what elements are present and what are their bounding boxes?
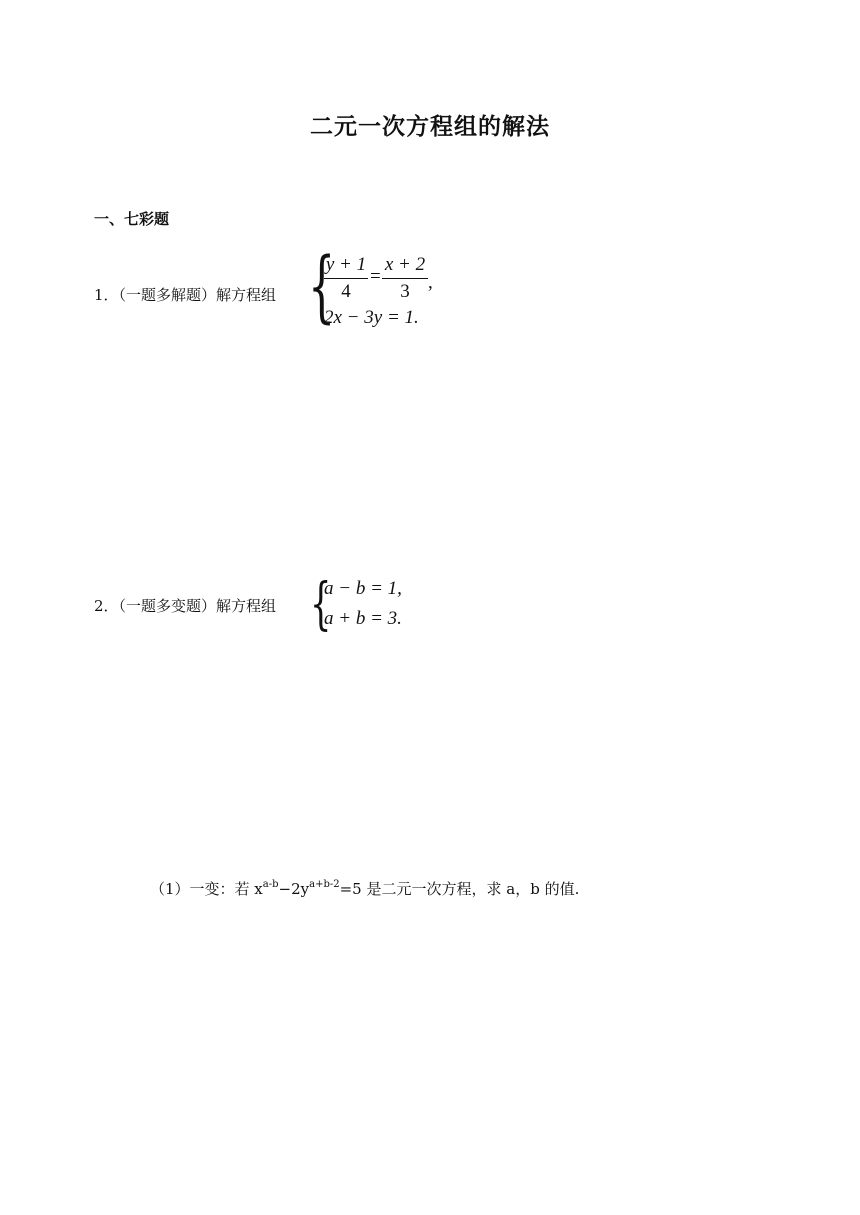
question-1-label: 1．（一题多解题）解方程组: [94, 286, 277, 304]
fraction-right-numerator: x + 2: [384, 254, 426, 275]
left-brace-icon: {: [308, 242, 336, 332]
exponent-1: a-b: [262, 879, 279, 890]
question-2-label: 2．（一题多变题）解方程组: [94, 597, 277, 615]
subquestion-suffix: =5 是二元一次方程，求 a，b 的值.: [339, 880, 580, 898]
question-2-system: [310, 572, 430, 638]
subquestion-1: [150, 878, 579, 899]
question-1-equation-2: 2x − 3y = 1.: [324, 307, 419, 328]
equals-sign: =: [370, 266, 381, 287]
left-brace-icon: {: [310, 572, 332, 637]
question-2-equation-2: a + b = 3.: [324, 608, 402, 629]
fraction-right-denominator: 3: [400, 281, 410, 302]
fraction-left-numerator: y + 1: [325, 254, 367, 275]
exponent-2: a+b-2: [309, 879, 340, 890]
question-2-equation-1: a − b = 1,: [324, 578, 402, 599]
section-heading: 一、七彩题: [94, 210, 170, 228]
comma: ,: [428, 272, 433, 293]
fraction-left-denominator: 4: [341, 281, 351, 302]
subquestion-prefix: （1）一变：若 x: [150, 880, 263, 898]
fraction-left: [324, 254, 368, 303]
page-title: 二元一次方程组的解法: [310, 114, 550, 140]
fraction-right: [382, 254, 428, 303]
subquestion-middle: −2y: [278, 880, 310, 898]
question-1-system: [308, 242, 468, 334]
